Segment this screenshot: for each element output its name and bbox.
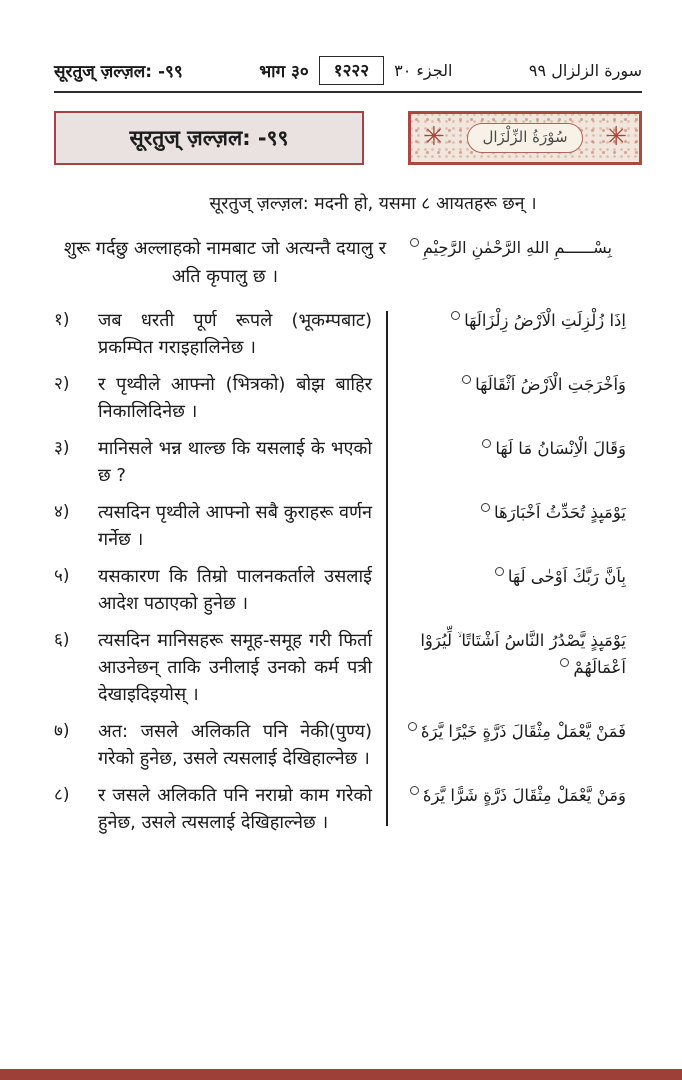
verse-nepali-block (54, 499, 386, 553)
verse-arabic-text: وَمَنْ يَّعْمَلْ مِثْقَالَ ذَرَّةٍ شَرًّا يَّرَهٗ (422, 786, 626, 805)
bismillah-nepali: शुरू गर्दछु अल्लाहको नामबाट जो अत्यन्तै दयालु र अति कृपालु छ । (63, 238, 387, 287)
page (0, 56, 682, 836)
verse-row-1 (54, 307, 642, 361)
verse-nepali-text: र पृथ्वीले आफ्नो (भित्रको) बोझ बाहिर निकालिदिनेछ । (98, 374, 372, 422)
verse-arabic-block (386, 307, 642, 361)
verse-row-4 (54, 499, 642, 553)
verse-arabic-block (386, 782, 642, 836)
verse-nepali-text: अत: जसले अलिकति पनि नेकी(पुण्य) गरेको हुनेछ, उसले त्यसलाई देखिहाल्नेछ । (98, 721, 372, 769)
verse-nepali-block (54, 371, 386, 425)
verse-row-7 (54, 718, 642, 772)
verse-number: ३) (54, 438, 70, 458)
verse-number: ६) (54, 630, 70, 650)
verse-arabic-block (386, 435, 642, 489)
verse-nepali-block (54, 563, 386, 617)
verse-nepali-text: मानिसले भन्न थाल्छ कि यसलाई के भएको छ ? (98, 438, 372, 486)
verse-arabic-block (386, 371, 642, 425)
verse-arabic-text: يَوْمَىِٕذٍ تُحَدِّثُ اَخْبَارَهَا (493, 503, 626, 522)
verse-nepali-text: र जसले अलिकति पनि नराम्रो काम गरेको हुनेछ, उसले त्यसलाई देखिहाल्नेछ । (98, 785, 372, 833)
verse-number: ७) (54, 721, 70, 741)
flower-ornament-icon: ✳ (423, 121, 445, 152)
header-surah-title-nepali: सूरतुज् ज़ल्ज़ल: -९९ (54, 62, 183, 82)
bismillah-arabic-text: بِسْــــــمِ اللهِ الرَّحْمٰنِ الرَّحِيْمِ (423, 238, 612, 257)
verse-nepali-block (54, 627, 386, 708)
verse-row-5 (54, 563, 642, 617)
header-surah-title-arabic: سورة الزلزال ٩٩ (528, 61, 642, 80)
surah-calligraphy: سُوْرَةُ الزِّلْزَال (467, 123, 582, 153)
header-divider (54, 91, 642, 93)
bismillah-arabic (406, 235, 642, 261)
verses-section (54, 307, 642, 836)
bismillah-row (54, 235, 642, 291)
verse-nepali-text: जब धरती पूर्ण रूपले (भूकम्पबाट) प्रकम्पित गराइहालिनेछ । (98, 310, 372, 358)
verse-nepali-text: यसकारण कि तिम्रो पालनकर्ताले उसलाई आदेश पठाएको हुनेछ । (98, 566, 372, 614)
verse-row-2 (54, 371, 642, 425)
ayah-end-icon (451, 311, 460, 320)
ayah-end-icon (410, 238, 419, 247)
header-juz-label: الجزء ٣٠ (394, 61, 453, 80)
verse-nepali-block (54, 307, 386, 361)
page-number-box: १२२२ (319, 56, 384, 85)
ayah-end-icon (560, 658, 569, 667)
flower-ornament-icon: ✳ (605, 121, 627, 152)
verse-arabic-block (386, 627, 642, 708)
verse-arabic-block (386, 563, 642, 617)
verse-arabic-text: وَقَالَ الْاِنْسَانُ مَا لَهَا (495, 439, 626, 458)
verse-arabic-text: فَمَنْ يَّعْمَلْ مِثْقَالَ ذَرَّةٍ خَيْرًا يَّرَهٗ (420, 722, 626, 741)
surah-ornament-box (408, 111, 642, 165)
ayah-end-icon (408, 722, 417, 731)
verse-nepali-text: त्यसदिन मानिसहरू समूह-समूह गरी फिर्ता आउनेछन् ताकि उनीलाई उनको कर्म पत्री देखाइदिइयोस् । (98, 630, 372, 705)
footer-accent-bar (0, 1069, 682, 1080)
verse-row-8 (54, 782, 642, 836)
verse-arabic-text: بِاَنَّ رَبَّكَ اَوْحٰى لَهَا (507, 567, 626, 586)
surah-title-box: सूरतुज् ज़ल्ज़ल: -९९ (54, 111, 364, 165)
verse-number: २) (54, 374, 70, 394)
ayah-end-icon (481, 503, 490, 512)
verse-arabic-block (386, 499, 642, 553)
verse-number: १) (54, 310, 70, 330)
surah-intro-line: सूरतुज् ज़ल्ज़ल: मदनी हो, यसमा ८ आयतहरू छन् । (209, 194, 537, 214)
ayah-end-icon (482, 439, 491, 448)
verse-number: ८) (54, 785, 70, 805)
verse-nepali-text: त्यसदिन पृथ्वीले आफ्नो सबै कुराहरू वर्णन गर्नेछ । (98, 502, 372, 550)
ayah-end-icon (410, 786, 419, 795)
verse-nepali-block (54, 435, 386, 489)
verse-arabic-text: يَوْمَىِٕذٍ يَّصْدُرُ النَّاسُ اَشْتَاتًا ۙ لِّيُرَوْا اَعْمَالَهُمْ (420, 631, 626, 677)
verse-arabic-text: وَاَخْرَجَتِ الْاَرْضُ اَثْقَالَهَا (475, 375, 626, 394)
page-header (54, 56, 642, 85)
verse-row-6 (54, 627, 642, 708)
header-center-group (259, 56, 452, 85)
ayah-end-icon (462, 375, 471, 384)
ayah-end-icon (495, 567, 504, 576)
verse-nepali-block (54, 718, 386, 772)
verse-arabic-block (386, 718, 642, 772)
verse-nepali-block (54, 782, 386, 836)
title-row (54, 111, 642, 165)
verse-number: ५) (54, 566, 70, 586)
verse-number: ४) (54, 502, 70, 522)
verse-row-3 (54, 435, 642, 489)
verse-arabic-text: اِذَا زُلْزِلَتِ الْاَرْضُ زِلْزَالَهَا (464, 311, 626, 330)
header-part-label: भाग ३० (259, 62, 309, 82)
